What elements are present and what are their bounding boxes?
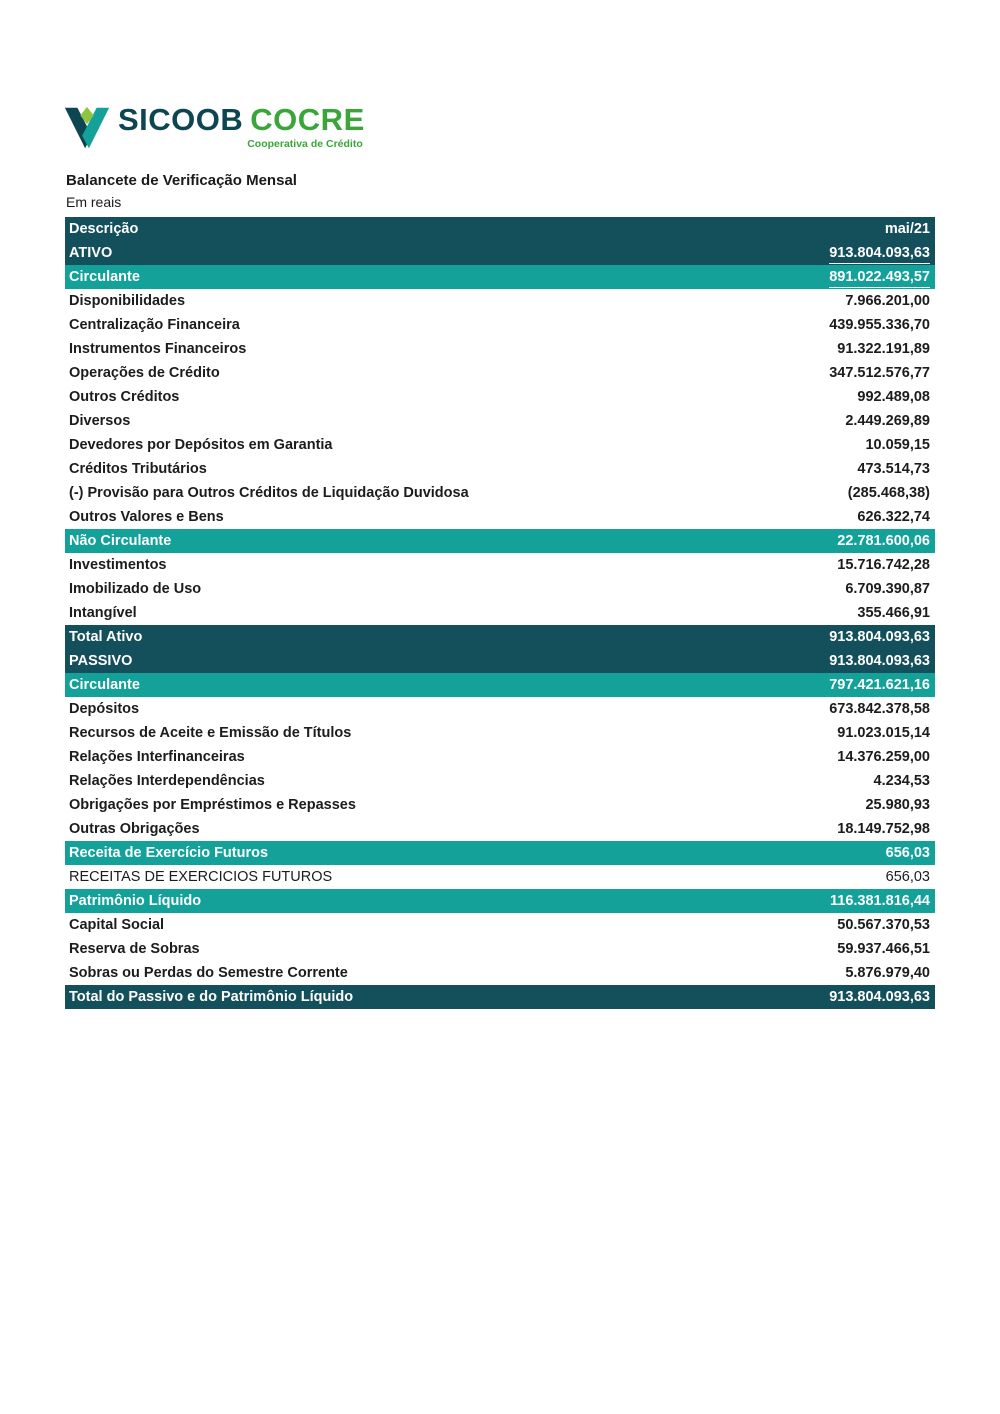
row-label: Obrigações por Empréstimos e Repasses xyxy=(69,797,356,813)
table-row xyxy=(65,625,935,649)
row-label: Créditos Tributários xyxy=(69,461,207,477)
row-label: Diversos xyxy=(69,413,131,429)
row-value: 439.955.336,70 xyxy=(829,317,930,333)
row-label: Operações de Crédito xyxy=(69,365,220,381)
table-row xyxy=(65,577,935,601)
row-value: 992.489,08 xyxy=(857,389,930,405)
table-row xyxy=(65,337,935,361)
row-label: Não Circulante xyxy=(69,533,172,549)
table-row xyxy=(65,481,935,505)
table-row xyxy=(65,793,935,817)
row-value: 673.842.378,58 xyxy=(829,701,930,717)
row-value: 50.567.370,53 xyxy=(837,917,930,933)
row-label: Circulante xyxy=(69,269,140,285)
row-label: Imobilizado de Uso xyxy=(69,581,202,597)
table-row xyxy=(65,673,935,697)
row-value: 355.466,91 xyxy=(857,605,930,621)
table-row xyxy=(65,865,935,889)
table-row xyxy=(65,505,935,529)
row-label: Total Ativo xyxy=(69,629,143,645)
logo-word-sicoob: SICOOB xyxy=(118,102,244,137)
row-label: Outros Créditos xyxy=(69,389,180,405)
table-row xyxy=(65,745,935,769)
row-label: Intangível xyxy=(69,605,137,621)
sicoob-logo-icon xyxy=(62,106,112,155)
row-value: 913.804.093,63 xyxy=(829,629,930,645)
row-value: 347.512.576,77 xyxy=(829,365,930,381)
table-row xyxy=(65,817,935,841)
row-value: 22.781.600,06 xyxy=(837,533,930,549)
logo-text xyxy=(118,104,365,150)
row-label: Outras Obrigações xyxy=(69,821,200,837)
table-row xyxy=(65,601,935,625)
table-row xyxy=(65,313,935,337)
row-value: 18.149.752,98 xyxy=(837,821,930,837)
row-label: ATIVO xyxy=(69,245,113,261)
row-value: 4.234,53 xyxy=(873,773,930,789)
row-label: RECEITAS DE EXERCICIOS FUTUROS xyxy=(69,869,333,885)
table-row xyxy=(65,289,935,313)
header-description: Descrição xyxy=(69,221,139,237)
row-value: 10.059,15 xyxy=(865,437,930,453)
table-row xyxy=(65,769,935,793)
row-value: 116.381.816,44 xyxy=(830,893,930,909)
row-value: 14.376.259,00 xyxy=(837,749,930,765)
row-label: Outros Valores e Bens xyxy=(69,509,224,525)
balance-table-body xyxy=(65,241,935,1009)
row-value: 656,03 xyxy=(885,869,930,885)
row-value: 7.966.201,00 xyxy=(845,293,930,309)
row-value: (285.468,38) xyxy=(847,485,930,501)
row-value: 15.716.742,28 xyxy=(837,557,930,573)
table-row xyxy=(65,649,935,673)
table-row xyxy=(65,937,935,961)
header-period: mai/21 xyxy=(884,221,930,237)
table-row xyxy=(65,985,935,1009)
row-label: Recursos de Aceite e Emissão de Títulos xyxy=(69,725,352,741)
row-label: Depósitos xyxy=(69,701,140,717)
row-value: 91.023.015,14 xyxy=(837,725,930,741)
table-row xyxy=(65,961,935,985)
row-value: 91.322.191,89 xyxy=(837,341,930,357)
row-value: 913.804.093,63 xyxy=(829,245,930,264)
row-label: Receita de Exercício Futuros xyxy=(69,845,269,861)
table-row xyxy=(65,913,935,937)
row-label: Circulante xyxy=(69,677,140,693)
table-row xyxy=(65,889,935,913)
row-label: Total do Passivo e do Patrimônio Líquido xyxy=(69,989,354,1005)
row-label: (-) Provisão para Outros Créditos de Liquidação Duvidosa xyxy=(69,485,469,501)
table-row xyxy=(65,385,935,409)
table-row xyxy=(65,529,935,553)
row-label: Instrumentos Financeiros xyxy=(69,341,247,357)
row-value: 473.514,73 xyxy=(857,461,930,477)
table-row xyxy=(65,457,935,481)
table-row xyxy=(65,697,935,721)
logo-tagline: Cooperativa de Crédito xyxy=(247,137,363,150)
row-label: Sobras ou Perdas do Semestre Corrente xyxy=(69,965,348,981)
row-label: Capital Social xyxy=(69,917,165,933)
table-row xyxy=(65,241,935,265)
row-label: Relações Interfinanceiras xyxy=(69,749,245,765)
table-row xyxy=(65,433,935,457)
row-value: 913.804.093,63 xyxy=(829,989,930,1005)
row-value: 891.022.493,57 xyxy=(829,269,930,288)
table-row xyxy=(65,409,935,433)
row-value: 797.421.621,16 xyxy=(829,677,930,693)
table-header-row xyxy=(65,217,935,241)
row-value: 913.804.093,63 xyxy=(829,653,930,669)
table-row xyxy=(65,265,935,289)
table-row xyxy=(65,721,935,745)
page-subtitle: Em reais xyxy=(66,194,122,210)
table-row xyxy=(65,553,935,577)
balance-table xyxy=(65,217,935,1009)
row-value: 626.322,74 xyxy=(857,509,930,525)
row-label: Centralização Financeira xyxy=(69,317,240,333)
row-label: Devedores por Depósitos em Garantia xyxy=(69,437,333,453)
row-value: 2.449.269,89 xyxy=(845,413,930,429)
row-label: Disponibilidades xyxy=(69,293,186,309)
row-label: Reserva de Sobras xyxy=(69,941,200,957)
row-value: 59.937.466,51 xyxy=(837,941,930,957)
page-title: Balancete de Verificação Mensal xyxy=(66,172,297,189)
table-row xyxy=(65,361,935,385)
row-label: Patrimônio Líquido xyxy=(69,893,202,909)
row-value: 6.709.390,87 xyxy=(845,581,930,597)
row-label: Relações Interdependências xyxy=(69,773,265,789)
row-value: 25.980,93 xyxy=(865,797,930,813)
row-value: 5.876.979,40 xyxy=(845,965,930,981)
row-label: PASSIVO xyxy=(69,653,133,669)
table-row xyxy=(65,841,935,865)
logo-word-cocre: COCRE xyxy=(250,102,365,137)
row-label: Investimentos xyxy=(69,557,167,573)
sicoob-cocre-logo xyxy=(62,104,365,155)
row-value: 656,03 xyxy=(885,845,930,861)
